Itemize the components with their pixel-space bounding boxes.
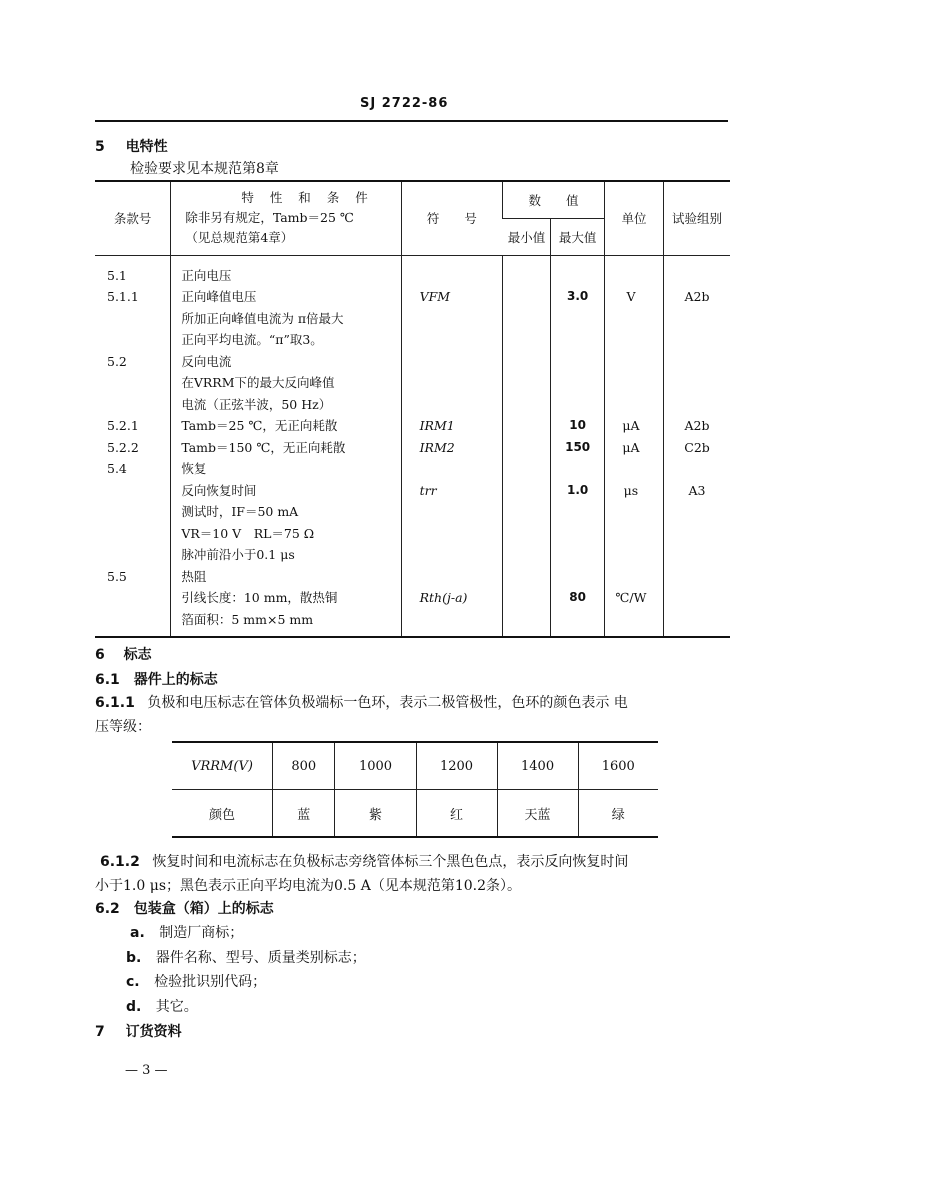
group-cell [664, 458, 730, 480]
min-cell [503, 587, 550, 609]
voltage-cell: 1600 [578, 742, 658, 790]
color-cell: 蓝 [273, 790, 335, 838]
group-cell [664, 523, 730, 545]
symbol-cell [420, 566, 502, 588]
unit-cell [605, 458, 657, 480]
group-cell [664, 308, 730, 330]
characteristic-cell: 测试时，IF＝50 mA [181, 504, 299, 519]
list-text: 其它。 [155, 999, 198, 1015]
list-marker: a. [130, 925, 145, 941]
list-text: 器件名称、型号、质量类别标志； [155, 950, 366, 966]
characteristic-cell: 引线长度：10 mm，散热铜 [181, 590, 338, 605]
section-6-1-2-number: 6.1.2 [100, 854, 140, 870]
max-cell [551, 609, 603, 631]
group-cell: A3 [688, 482, 706, 498]
max-cell [551, 566, 603, 588]
voltage-cell: 1200 [416, 742, 497, 790]
max-cell [551, 523, 603, 545]
unit-cell: ℃/W [615, 590, 647, 605]
section-5-intro: 检验要求见本规范第8章 [130, 161, 279, 177]
group-cell [664, 265, 730, 287]
group-cell [664, 544, 730, 566]
clause-cell [107, 372, 170, 394]
header-rule [95, 120, 728, 122]
symbol-cell: IRM2 [419, 439, 455, 455]
group-cell [664, 566, 730, 588]
symbol-cell [420, 308, 502, 330]
list-item [126, 996, 198, 1016]
max-cell [551, 329, 603, 351]
section-6-number: 6 [95, 647, 105, 663]
min-cell [503, 286, 550, 308]
list-marker: d. [126, 999, 142, 1015]
unit-cell [605, 609, 657, 631]
characteristic-cell: VR＝10 V RL＝75 Ω [181, 525, 315, 541]
min-cell [503, 609, 550, 631]
clause-cell [107, 480, 170, 502]
symbol-cell [420, 458, 502, 480]
symbol-cell [420, 544, 502, 566]
group-cell [664, 394, 730, 416]
unit-cell: V [626, 289, 636, 304]
color-cell: 绿 [578, 790, 658, 838]
clause-cell [107, 308, 170, 330]
max-cell: 150 [565, 439, 591, 454]
min-cell [503, 308, 550, 330]
header-symbol: 符 号 [401, 181, 502, 255]
section-5-number: 5 [95, 139, 105, 155]
min-cell [503, 523, 550, 545]
clause-cell: 5.2.1 [107, 418, 139, 433]
max-cell [551, 458, 603, 480]
clause-cell: 5.5 [107, 568, 127, 584]
symbol-cell: IRM1 [419, 418, 455, 433]
section-5-title: 电特性 [125, 139, 168, 155]
max-cell [551, 394, 603, 416]
group-cell: C2b [684, 439, 710, 455]
electrical-characteristics-table [95, 180, 730, 638]
symbol-cell [420, 372, 502, 394]
color-row-label: 颜色 [172, 790, 273, 838]
max-column [551, 255, 604, 637]
max-cell [551, 501, 603, 523]
header-char-title: 特 性 和 条 件 [241, 190, 374, 206]
list-marker: b. [126, 950, 142, 966]
header-value: 数 值 [503, 181, 605, 218]
max-cell [551, 372, 603, 394]
voltage-cell: 1400 [497, 742, 578, 790]
max-cell: 80 [569, 590, 586, 604]
list-text: 制造厂商标； [159, 925, 244, 941]
symbol-cell [420, 501, 502, 523]
clause-cell [107, 587, 170, 609]
symbol-cell [420, 523, 502, 545]
min-cell [503, 501, 550, 523]
unit-cell [605, 329, 657, 351]
voltage-row-label: VRRM(V) [172, 742, 273, 790]
characteristic-cell: 在VRRM下的最大反向峰值 [181, 375, 335, 390]
group-cell [664, 329, 730, 351]
min-cell [503, 265, 550, 287]
header-max: 最大值 [551, 218, 604, 255]
symbol-cell [420, 394, 502, 416]
list-item [126, 971, 266, 991]
min-cell [503, 544, 550, 566]
section-6-1-2-text: 恢复时间和电流标志在负极标志旁绕管体标三个黑色色点，表示反向恢复时间 [152, 854, 629, 870]
clause-cell: 5.2.2 [107, 439, 139, 455]
min-cell [503, 480, 550, 502]
header-characteristics [171, 181, 401, 255]
section-6-heading [95, 644, 152, 664]
unit-cell [605, 394, 657, 416]
unit-cell [605, 265, 657, 287]
color-cell: 红 [416, 790, 497, 838]
symbol-cell: trr [419, 482, 437, 498]
characteristic-cell: Tamb＝150 ℃，无正向耗散 [181, 439, 346, 455]
list-item [130, 922, 243, 942]
section-6-1-2-para-line1 [100, 851, 740, 871]
section-6-1-1-para-line2: 压等级： [95, 719, 151, 735]
clause-cell [107, 329, 170, 351]
min-cell [503, 394, 550, 416]
list-item [126, 947, 366, 967]
characteristic-cell: 正向平均电流。“π”取3。 [181, 332, 323, 347]
color-cell: 紫 [335, 790, 416, 838]
unit-cell [605, 372, 657, 394]
max-cell: 3.0 [566, 289, 589, 303]
section-7-title: 订货资料 [125, 1024, 182, 1040]
unit-cell [605, 501, 657, 523]
symbol-cell [420, 329, 502, 351]
group-cell: A2b [684, 418, 710, 433]
unit-cell: μA [622, 439, 640, 455]
symbol-cell [420, 609, 502, 631]
group-cell [664, 587, 730, 609]
min-cell [503, 351, 550, 373]
symbol-cell [420, 265, 502, 287]
voltage-color-table [172, 741, 658, 838]
clause-cell [107, 544, 170, 566]
voltage-cell: 1000 [335, 742, 416, 790]
unit-column [604, 255, 663, 637]
characteristic-cell: 脉冲前沿小于0.1 μs [181, 547, 295, 562]
characteristic-cell: 电流（正弦半波，50 Hz） [181, 396, 332, 412]
section-6-1-1-para-line1 [95, 692, 735, 712]
section-7-heading [95, 1021, 182, 1041]
section-6-2-heading: 6.2 包装盒（箱）上的标志 [95, 901, 274, 917]
clause-cell [107, 501, 170, 523]
section-6-1-1-text: 负极和电压标志在管体负极端标一色环，表示二极管极性，色环的颜色表示 电 [147, 695, 628, 711]
characteristics-column [171, 255, 401, 637]
characteristic-cell: 所加正向峰值电流为 π倍最大 [181, 310, 344, 326]
max-cell [551, 351, 603, 373]
min-cell [503, 566, 550, 588]
clause-cell [107, 523, 170, 545]
characteristic-cell: 正向电压 [181, 267, 232, 283]
header-clause: 条款号 [95, 181, 171, 255]
unit-cell [605, 308, 657, 330]
voltage-cell: 800 [273, 742, 335, 790]
group-cell [664, 609, 730, 631]
unit-cell [605, 351, 657, 373]
header-unit: 单位 [604, 181, 663, 255]
min-cell [503, 437, 550, 459]
header-char-reference: （见总规范第4章） [185, 230, 294, 246]
group-column [664, 255, 730, 637]
group-cell [664, 351, 730, 373]
page-number: — 3 — [125, 1063, 168, 1078]
min-column [503, 255, 551, 637]
unit-cell: μs [623, 482, 639, 498]
section-6-1-heading: 6.1 器件上的标志 [95, 672, 218, 688]
header-group: 试验组别 [664, 181, 730, 255]
max-cell [551, 544, 603, 566]
max-cell [551, 265, 603, 287]
section-6-title: 标志 [123, 647, 152, 663]
header-min: 最小值 [503, 218, 551, 255]
clause-cell [107, 609, 170, 631]
section-7-number: 7 [95, 1024, 105, 1040]
clause-cell: 5.1.1 [107, 289, 139, 304]
unit-cell [605, 544, 657, 566]
min-cell [503, 372, 550, 394]
color-cell: 天蓝 [497, 790, 578, 838]
clause-column [95, 255, 171, 637]
min-cell [503, 458, 550, 480]
clause-cell: 5.4 [107, 461, 127, 476]
group-cell [664, 372, 730, 394]
document-code: SJ 2722-86 [360, 96, 449, 111]
symbol-cell: VFM [419, 289, 451, 304]
characteristic-cell: 热阻 [181, 568, 207, 584]
list-text: 检验批识别代码； [154, 974, 267, 990]
clause-cell [107, 394, 170, 416]
section-6-1-1-number: 6.1.1 [95, 695, 135, 711]
header-char-condition: 除非另有规定，Tamb＝25 ℃ [185, 210, 354, 226]
characteristic-cell: 箔面积：5 mm×5 mm [181, 611, 314, 627]
section-6-1-2-para-line2: 小于1.0 μs；黑色表示正向平均电流为0.5 A（见本规范第10.2条）。 [95, 878, 521, 894]
max-cell: 1.0 [566, 482, 589, 497]
characteristic-cell: 正向峰值电压 [181, 289, 257, 304]
symbol-cell [420, 351, 502, 373]
list-marker: c. [126, 974, 140, 990]
characteristic-cell: 恢复 [181, 461, 207, 476]
section-5-heading [95, 136, 168, 156]
group-cell [664, 501, 730, 523]
characteristic-cell: 反向电流 [181, 353, 232, 369]
max-cell [551, 308, 603, 330]
group-cell: A2b [684, 289, 710, 304]
min-cell [503, 329, 550, 351]
min-cell [503, 415, 550, 437]
characteristic-cell: 反向恢复时间 [181, 482, 257, 498]
clause-cell: 5.2 [107, 353, 127, 369]
max-cell: 10 [569, 418, 586, 432]
symbol-cell: Rth(j-a) [419, 590, 468, 605]
unit-cell: μA [622, 418, 640, 433]
unit-cell [605, 566, 657, 588]
characteristic-cell: Tamb＝25 ℃，无正向耗散 [181, 418, 338, 433]
symbol-column [401, 255, 502, 637]
unit-cell [605, 523, 657, 545]
clause-cell: 5.1 [107, 267, 127, 283]
